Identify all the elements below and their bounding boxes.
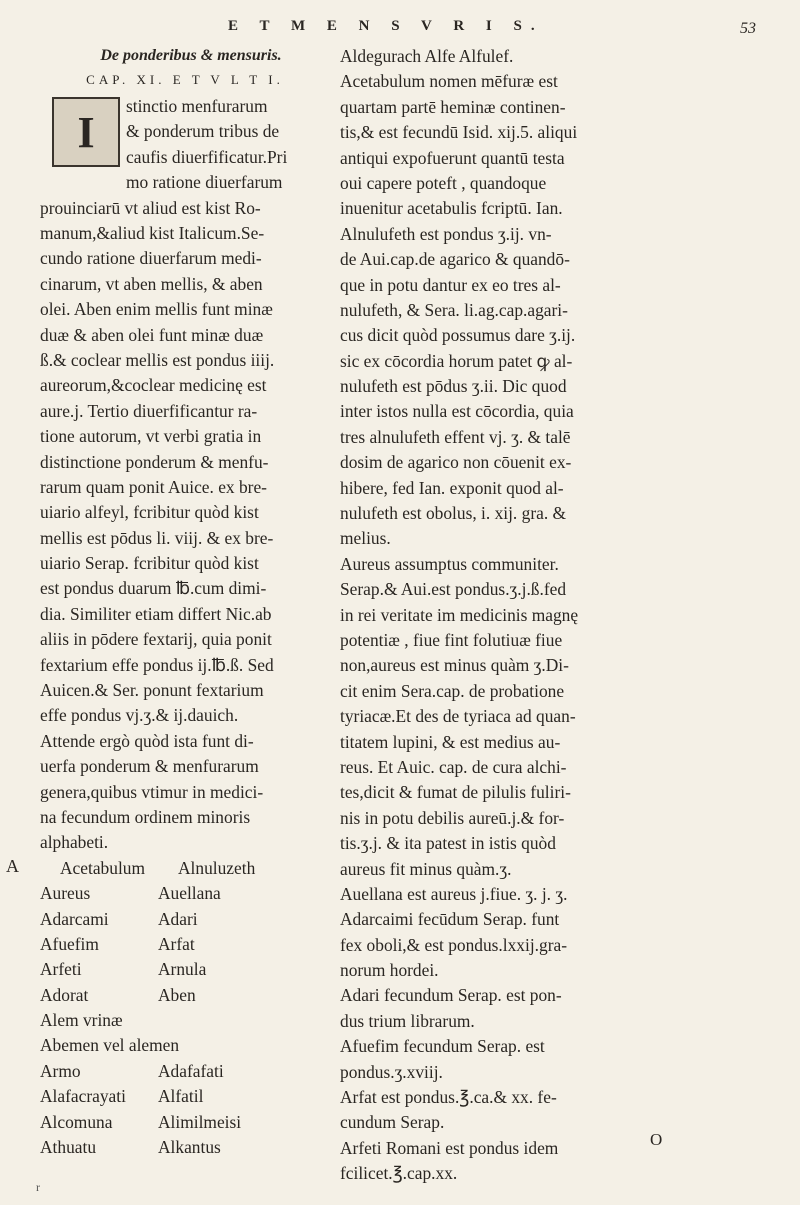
text-line: Arfat est pondus.℥.ca.& xx. fe- <box>340 1087 557 1108</box>
decorated-initial-icon <box>52 97 120 167</box>
text-line: quartam partē heminæ continen- <box>340 96 566 117</box>
index-term: Adorat <box>40 984 89 1005</box>
text-line: pondus.ʒ.xviij. <box>340 1061 443 1082</box>
initial-letter: I <box>77 107 95 157</box>
index-term: Alimilmeisi <box>158 1111 242 1132</box>
text-line: fcilicet.℥.cap.xx. <box>340 1163 458 1184</box>
left-body-text <box>40 196 322 856</box>
text-line: que in potu dantur ex eo tres al- <box>340 274 561 295</box>
text-line: mellis est pōdus li. viij. & ex bre- <box>40 527 274 548</box>
text-line: dosim de agarico non cōuenit ex- <box>340 452 572 473</box>
text-line: tyriacæ.Et des de tyriaca ad quan- <box>340 706 576 727</box>
text-line: uerfa ponderum & menfurarum <box>40 756 259 777</box>
text-line: cus dicit quòd possumus dare ʒ.ij. <box>340 325 576 346</box>
text-line: Auicen.& Ser. ponunt fextarium <box>40 680 264 701</box>
text-line: Arfeti Romani est pondus idem <box>340 1137 559 1158</box>
text-line: Attende ergò quòd ista funt di- <box>40 730 254 751</box>
text-line: cit enim Sera.cap. de probatione <box>340 680 565 701</box>
index-row <box>40 856 322 881</box>
text-line: potentiæ , fiue fint folutiuæ fiue <box>340 629 563 650</box>
text-line: nis in potu debilis aureū.j.& for- <box>340 807 565 828</box>
text-line: olei. Aben enim mellis funt minæ <box>40 299 273 320</box>
margin-letter: A <box>6 855 19 876</box>
index-row <box>40 983 322 1008</box>
running-title: E T M E N S V R I S. <box>228 18 544 34</box>
text-line: aureorum,&coclear medicinę est <box>40 375 267 396</box>
index-row <box>40 1110 322 1135</box>
text-line: & ponderum tribus de <box>126 121 280 142</box>
text-line: hibere, fed Ian. exponit quod al- <box>340 477 564 498</box>
text-line: in rei veritate im medicinis magnę <box>340 604 579 625</box>
text-line: cundo ratione diuerfarum medi- <box>40 248 262 269</box>
index-term: Aureus <box>40 883 91 904</box>
text-line: melius. <box>340 528 391 549</box>
index-row <box>40 1008 322 1033</box>
index-term: Arfeti <box>40 959 82 980</box>
text-line: aure.j. Tertio diuerfificantur ra- <box>40 400 258 421</box>
text-line: nulufeth est pōdus ʒ.ii. Dic quod <box>340 376 567 397</box>
text-line: tione autorum, vt verbi gratia in <box>40 426 262 447</box>
index-row <box>40 1084 322 1109</box>
text-line: cinarum, vt aben mellis, & aben <box>40 273 263 294</box>
index-term: Alkantus <box>158 1137 221 1158</box>
text-line: reus. Et Auic. cap. de cura alchi- <box>340 756 567 777</box>
text-line: non,aureus est minus quàm ʒ.Di- <box>340 655 569 676</box>
index-term: Alfatil <box>158 1086 204 1107</box>
term-index <box>6 855 322 1161</box>
index-term: Acetabulum <box>60 857 145 878</box>
decorated-initial-block <box>40 94 322 196</box>
index-term: Auellana <box>158 883 221 904</box>
text-line: aliis in pōdere fextarij, quia ponit <box>40 629 272 650</box>
index-term: Armo <box>40 1060 81 1081</box>
text-line: effe pondus vj.ʒ.& ij.dauich. <box>40 705 239 726</box>
text-line: stinctio menfurarum <box>126 96 268 116</box>
text-line: Auellana est aureus j.fiue. ʒ. j. ʒ. <box>340 883 568 904</box>
index-term: Abemen vel alemen <box>40 1035 180 1056</box>
catchword: O <box>650 1130 663 1149</box>
index-term: Athuatu <box>40 1137 97 1158</box>
index-row <box>40 881 322 906</box>
text-line: cundum Serap. <box>340 1112 445 1133</box>
index-term: Adarcami <box>40 908 109 929</box>
index-term: Arnula <box>158 959 207 980</box>
text-line: titatem lupini, & est medius au- <box>340 731 561 752</box>
index-row <box>40 1059 322 1084</box>
index-term: Alcomuna <box>40 1111 113 1132</box>
text-line: de Aui.cap.de agarico & quandō- <box>340 249 570 270</box>
text-line: aureus fit minus quàm.ʒ. <box>340 858 512 879</box>
chapter-subtitle: CAP. XI. E T V L T I. <box>86 72 284 87</box>
printer-mark: r <box>36 1180 40 1194</box>
text-line: inuenitur acetabulis fcriptū. Ian. <box>340 198 563 219</box>
text-line: dia. Similiter etiam differt Nic.ab <box>40 603 272 624</box>
text-line: distinctione ponderum & menfu- <box>40 451 269 472</box>
text-line: caufis diuerfificatur.Pri <box>126 146 288 167</box>
text-line: genera,quibus vtimur in medici- <box>40 781 264 802</box>
text-line: rarum quam ponit Auice. ex bre- <box>40 476 267 497</box>
text-line: mo ratione diuerfarum <box>126 172 283 193</box>
index-row <box>40 957 322 982</box>
text-line: alphabeti. <box>40 832 109 853</box>
text-line: Adarcaimi fecūdum Serap. funt <box>340 909 560 930</box>
text-line: Alnulufeth est pondus ʒ.ij. vn- <box>340 223 552 244</box>
text-line: uiario Serap. fcribitur quòd kist <box>40 553 259 574</box>
text-line: norum hordei. <box>340 960 439 981</box>
text-line: uiario alfeyl, fcribitur quòd kist <box>40 502 259 523</box>
index-row <box>40 907 322 932</box>
text-line: duæ & aben olei funt minæ duæ <box>40 324 264 345</box>
index-term: Arfat <box>158 933 195 954</box>
text-line: Aldegurach Alfe Alfulef. <box>340 46 514 66</box>
right-column <box>340 44 630 1187</box>
index-term: Alem vrinæ <box>40 1010 123 1031</box>
index-term: Adari <box>158 908 198 929</box>
text-line: tres alnulufeth effent vj. ʒ. & talē <box>340 426 571 447</box>
text-line: fextarium effe pondus ij.℔.ß. Sed <box>40 654 274 675</box>
index-term: Afuefim <box>40 933 99 954</box>
text-line: inter istos nulla est cōcordia, quia <box>340 401 574 422</box>
text-line: Aureus assumptus communiter. <box>340 553 559 574</box>
text-line: na fecundum ordinem minoris <box>40 806 251 827</box>
text-line: est pondus duarum ℔.cum dimi- <box>40 578 267 599</box>
index-row <box>40 1135 322 1160</box>
text-line: Afuefim fecundum Serap. est <box>340 1036 545 1057</box>
text-line: oui capere poteft , quandoque <box>340 172 547 193</box>
text-line: fex oboli,& est pondus.lxxij.gra- <box>340 934 568 955</box>
chapter-title: De ponderibus & mensuris. <box>100 47 282 64</box>
page-number: 53 <box>740 20 756 37</box>
index-term: Adafafati <box>158 1060 224 1081</box>
text-line: tes,dicit & fumat de pilulis fuliri- <box>340 782 571 803</box>
index-term: Alnuluzeth <box>178 857 256 878</box>
text-line: Adari fecundum Serap. est pon- <box>340 985 562 1006</box>
index-term: Aben <box>158 984 196 1005</box>
text-line: tis,& est fecundū Isid. xij.5. aliqui <box>340 122 578 143</box>
text-line: prouinciarū vt aliud est kist Ro- <box>40 197 261 218</box>
index-row <box>40 932 322 957</box>
text-line: sic ex cōcordia horum patet ꝙ al- <box>340 350 573 371</box>
text-line: manum,&aliud kist Italicum.Se- <box>40 222 265 243</box>
text-line: tis.ʒ.j. & ita patest in istis quòd <box>340 833 556 854</box>
text-line: Serap.& Aui.est pondus.ʒ.j.ß.fed <box>340 579 567 600</box>
text-line: nulufeth, & Sera. li.ag.cap.agari- <box>340 299 568 320</box>
index-term: Alafacrayati <box>40 1086 126 1107</box>
text-line: Acetabulum nomen mēfuræ est <box>340 71 558 92</box>
text-line: dus trium librarum. <box>340 1010 475 1031</box>
text-line: nulufeth est obolus, i. xij. gra. & <box>340 503 567 524</box>
running-header <box>0 18 800 44</box>
text-line: antiqui expofuerunt quantū testa <box>340 147 565 168</box>
text-line: ß.& coclear mellis est pondus iiij. <box>40 349 275 370</box>
left-column <box>6 44 322 1160</box>
